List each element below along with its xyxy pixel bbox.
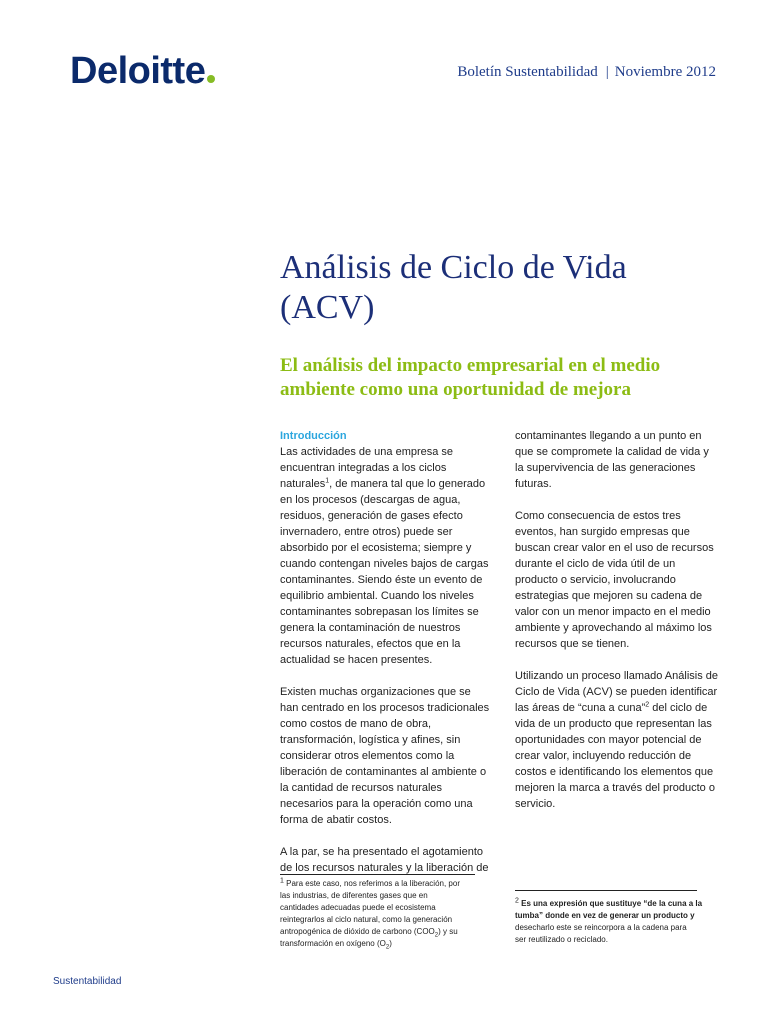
intro-paragraph-3: A la par, se ha presentado el agotamiento de los recursos naturales y la liberación de (280, 846, 489, 874)
publication-date: Noviembre 2012 (614, 64, 716, 80)
right-p3-text-b: del ciclo de vida de un producto que representan las oportunidades con mayor potencial de crear valor, incluyendo reducción de costos e identificando los elementos que mejoren la marca a través del producto o servicio. (515, 702, 715, 810)
title-line-1: Análisis de Ciclo de Vida (280, 249, 627, 286)
footnote-ref-2: 2 (645, 701, 650, 709)
subtitle-line-1: El análisis del impacto empresarial en el medio (280, 355, 661, 376)
section-heading-introduccion: Introducción (280, 430, 347, 442)
right-column (515, 428, 735, 828)
deloitte-logo (70, 52, 215, 90)
right-paragraph-2: Como consecuencia de estos tres eventos, han surgido empresas que buscan crear valor en el uso de recursos durante el ciclo de vida útil de un producto o servicio, involucrando estrategias que mejoren su cadena de valor con un menor impacto en el medio ambiente y aprovechando al máximo los recursos que se tienen. (515, 510, 714, 650)
footnote-divider-right (515, 890, 697, 891)
subtitle-line-2: ambiente como una oportunidad de mejora (280, 379, 631, 400)
footnote-ref-1: 1 (325, 477, 330, 485)
footnote-1-text-c: ) (389, 939, 392, 948)
page-subtitle (280, 354, 730, 402)
page-title (280, 248, 627, 328)
footnote-1-sub-a: 2 (434, 932, 439, 939)
title-line-2: (ACV) (280, 289, 375, 326)
intro-paragraph-1 (280, 444, 500, 668)
intro-p1-text-a: Las actividades de una empresa se encuentran integradas a los ciclos naturales (280, 446, 454, 490)
intro-paragraph-2: Existen muchas organizaciones que se han centrado en los procesos tradicionales como costos de mano de obra, transformación, logística y afines, sin considerar otros elementos como la liberación de contaminantes al ambiente o la cantidad de recursos naturales necesarios para la operación como una forma de abatir costos. (280, 686, 490, 826)
right-p3-text-a: Utilizando un proceso llamado Análisis de Ciclo de Vida (ACV) se pueden identificar las áreas de “cuna a cuna” (515, 670, 719, 714)
logo-wordmark: Deloitte (70, 50, 206, 92)
right-paragraph-3 (515, 668, 735, 812)
footnote-2-mark: 2 (515, 897, 519, 905)
footnote-2 (515, 898, 720, 946)
left-column (280, 428, 500, 892)
logo-green-dot (207, 75, 215, 83)
footnote-1-sub-b: 2 (385, 944, 390, 951)
page-footer-label: Sustentabilidad (53, 976, 122, 987)
publication-header (457, 64, 716, 81)
footnote-divider-left (280, 874, 475, 875)
right-paragraph-1: contaminantes llegando a un punto en que se compromete la calidad de vida y la supervivencia de las generaciones futuras. (515, 430, 709, 490)
footnote-2-lead: Es una expresión que sustituye “de la cuna a la tumba” donde en vez de generar un producto y (515, 899, 703, 920)
footnote-1-mark: 1 (280, 877, 284, 885)
footnote-1 (280, 878, 492, 950)
footnote-1-text-b: ) y su transformación en oxígeno (O (280, 927, 458, 948)
intro-p1-text-b: , de manera tal que lo generado en los procesos (descargas de agua, residuos, generación de gases efecto invernadero, entre otros) puede ser absorbido por el ecosistema; siempre y cuando contengan niveles bajos de cargas contaminantes. Siendo éste un evento de equilibrio ambiental. Cuando los niveles contaminantes sobrepasan los límites se genera la contaminación de nuestros recursos naturales, efectos que en la actualidad se hacen presentes. (280, 478, 489, 666)
footnote-2-text: desecharlo este se reincorpora a la cadena para ser reutilizado o reciclado. (515, 923, 687, 944)
publication-name: Boletín Sustentabilidad (457, 64, 598, 80)
footnote-1-text-a: Para este caso, nos referimos a la liberación, por las industrias, de diferentes gases que en cantidades adecuadas puede el ecosistema reintegrarlos al ciclo natural, como la generación antropogénica de dióxido de carbono (COO (280, 879, 460, 936)
header-separator: | (605, 64, 609, 80)
